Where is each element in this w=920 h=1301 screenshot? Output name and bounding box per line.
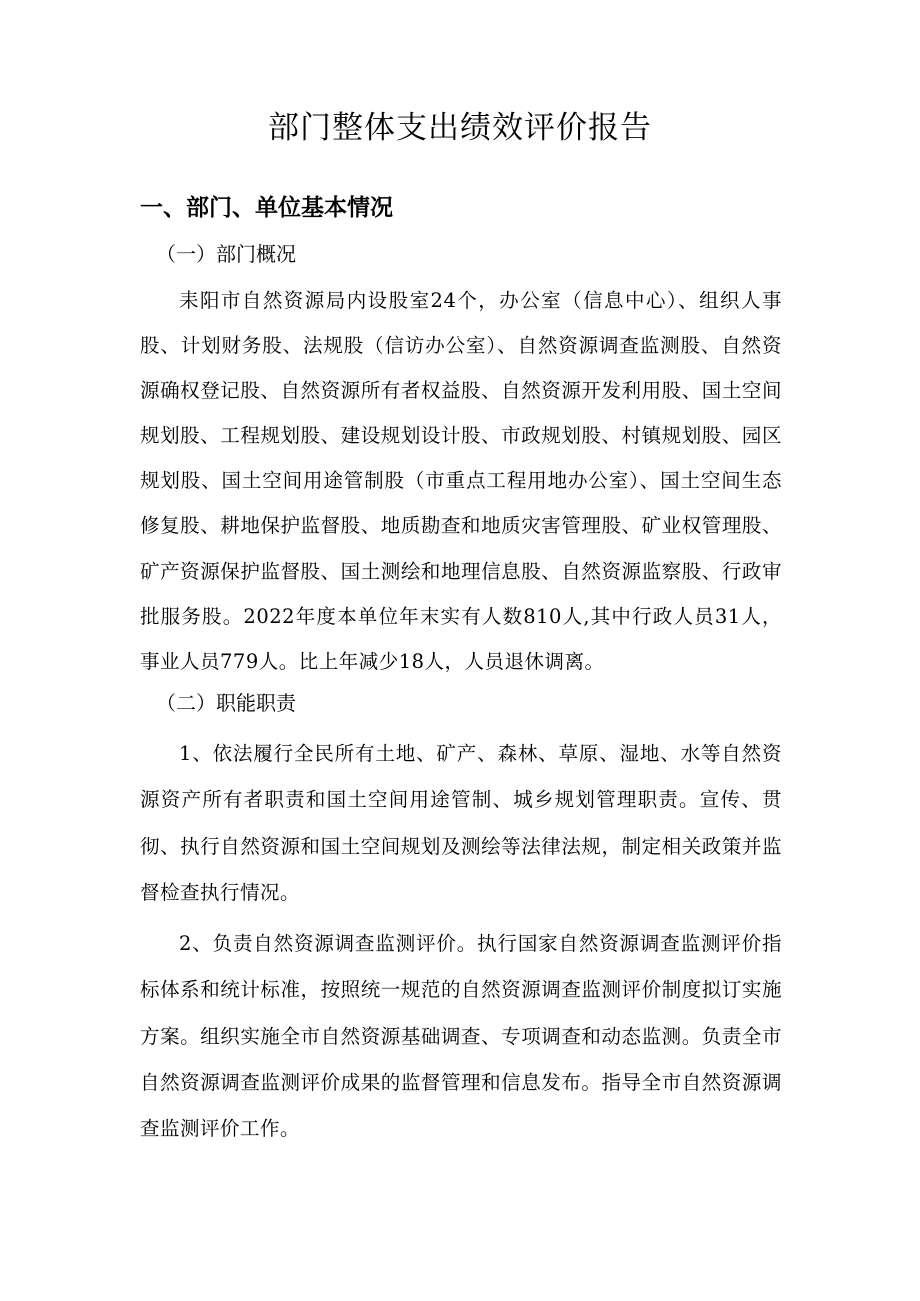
function-item-2: 2、负责自然资源调查监测评价。执行国家自然资源调查监测评价指标体系和统计标准，按照统一规范的自然资源调查监测评价制度拟订实施方案。组织实施全市自然资源基础调查、专项调查和动态监测。负责全市自然资源调查监测评价成果的监督管理和信息发布。指导全市自然资源调查监测评价工作。 xyxy=(140,932,782,1141)
subsection-heading-functions: （二）职能职责 xyxy=(156,691,296,715)
function-item-1: 1、依法履行全民所有土地、矿产、森林、草原、湿地、水等自然资源资产所有者职责和国土空间用途管制、城乡规划管理职责。宣传、贯彻、执行自然资源和国土空间规划及测绘等法律法规，制定相关政策并监督检查执行情况。 xyxy=(140,742,782,904)
overview-paragraph: 耒阳市自然资源局内设股室24个，办公室（信息中心）、组织人事股、计划财务股、法规股（信访办公室）、自然资源调查监测股、自然资源确权登记股、自然资源所有者权益股、自然资源开发利用股、国土空间规划股、工程规划股、建设规划设计股、市政规划股、村镇规划股、园区规划股、国土空间用途管制股（市重点工程用地办公室）、国土空间生态修复股、耕地保护监督股、地质勘查和地质灾害管理股、矿业权管理股、矿产资源保护监督股、国土测绘和地理信息股、自然资源监察股、行政审批服务股。2022年度本单位年末实有人数810人,其中行政人员31人，事业人员779人。比上年减少18人，人员退休调离。 xyxy=(140,289,782,673)
section-heading-basic-info: 一、部门、单位基本情况 xyxy=(140,195,393,221)
page-title: 部门整体支出绩效评价报告 xyxy=(268,110,652,146)
subsection-heading-overview: （一）部门概况 xyxy=(156,242,296,266)
